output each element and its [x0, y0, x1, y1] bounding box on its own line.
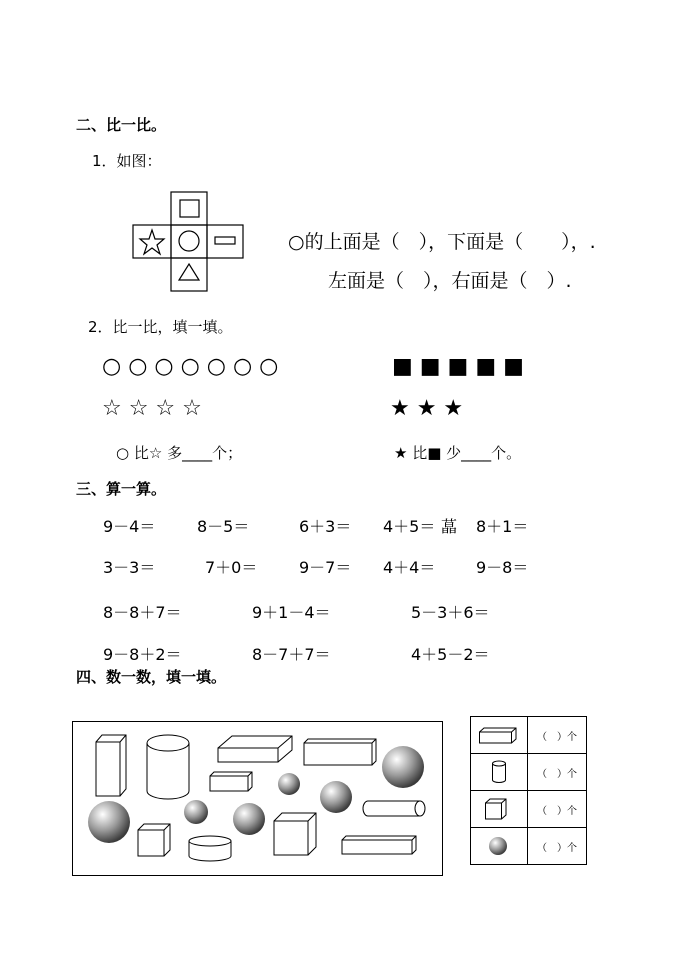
fill-blank-right: ★ 比■ 少____个。: [394, 444, 522, 462]
equation: 8－8＋7＝: [103, 603, 182, 622]
equation: 9－4＝: [103, 517, 156, 536]
equation: 9＋1－4＝: [252, 603, 331, 622]
circles-row: ○ ○ ○ ○ ○ ○ ○: [102, 354, 279, 379]
sphere-shape: [233, 803, 265, 835]
section-4-title: 四、数一数，填一填。: [76, 668, 227, 686]
sphere-icon: [471, 828, 528, 865]
cross-figure: [133, 192, 243, 292]
table-row: [471, 754, 587, 791]
sphere-shape: [184, 800, 208, 824]
sphere-shape: [278, 773, 300, 795]
equation: 6＋3＝: [299, 517, 352, 536]
section-2-title: 二、比一比。: [76, 116, 167, 134]
count-blank[interactable]: （ ）个: [528, 791, 587, 828]
equation: 9－7＝: [299, 558, 352, 577]
count-blank[interactable]: （ ）个: [528, 754, 587, 791]
question-1-label: 1．如图：: [92, 152, 162, 170]
equation: 3－3＝: [103, 558, 156, 577]
hollow-stars-row: ☆ ☆ ☆ ☆: [102, 396, 202, 421]
cube-icon: [471, 791, 528, 828]
equation: 8－5＝: [197, 517, 250, 536]
solids-picture: [72, 721, 444, 877]
equation: 4＋5－2＝: [411, 645, 490, 664]
equation: 5－3＋6＝: [411, 603, 490, 622]
cylinder-icon: [471, 754, 528, 791]
squares-row: ■ ■ ■ ■ ■: [392, 354, 524, 379]
count-blank[interactable]: （ ）个: [528, 828, 587, 865]
table-row: [471, 717, 587, 754]
solid-stars-row: ★ ★ ★: [390, 396, 464, 421]
question-1-line-2: 左面是（ ），右面是（ ）.: [328, 270, 572, 292]
stray-character: 蕌: [441, 517, 458, 536]
cuboid-icon: [471, 717, 528, 754]
equation: 8－7＋7＝: [252, 645, 331, 664]
equation: 9－8＋2＝: [103, 645, 182, 664]
section-3-title: 三、算一算。: [76, 480, 167, 498]
question-2-label: 2．比一比，填一填。: [88, 318, 233, 336]
sphere-shape: [88, 801, 130, 843]
count-blank[interactable]: （ ）个: [528, 717, 587, 754]
table-row: [471, 828, 587, 865]
count-table: [470, 716, 587, 865]
equation: 8＋1＝: [476, 517, 529, 536]
equation: 4＋5＝: [383, 517, 436, 536]
equation: 7＋0＝: [205, 558, 258, 577]
question-1-line-1: ○的上面是（ ），下面是（ ），.: [288, 231, 596, 253]
equation: 4＋4＝: [383, 558, 436, 577]
equation: 9－8＝: [476, 558, 529, 577]
fill-blank-left: ○ 比☆ 多____个；: [116, 444, 243, 462]
sphere-shape: [382, 746, 424, 788]
sphere-shape: [320, 781, 352, 813]
table-row: [471, 791, 587, 828]
